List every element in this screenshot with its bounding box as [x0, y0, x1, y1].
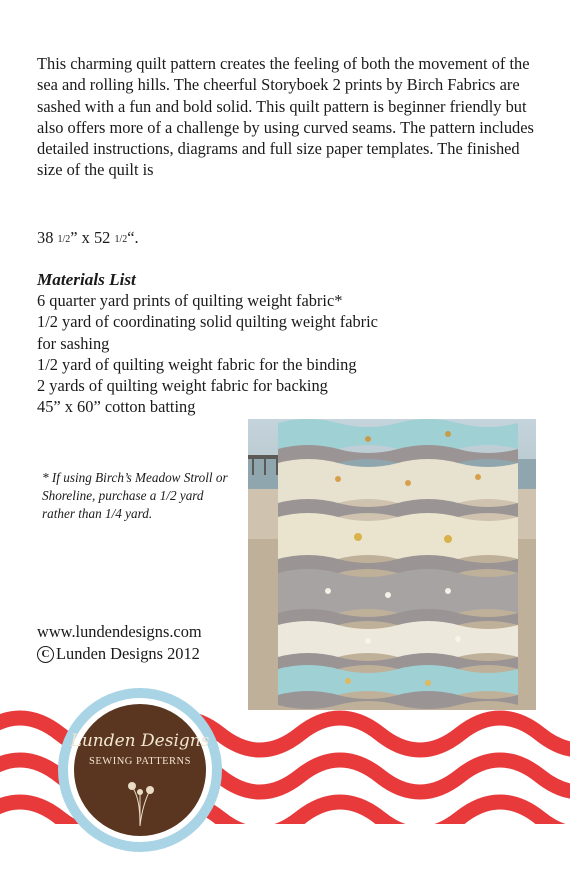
material-item: for sashing: [37, 333, 110, 353]
size-width: 38: [37, 228, 54, 247]
material-item: 1/2 yard of coordinating solid quilting weight fabric: [37, 312, 378, 332]
size-width-fraction: 1/2: [57, 234, 71, 245]
brand-logo: [56, 686, 224, 854]
copyright-icon: C: [37, 646, 54, 663]
fabric-footnote: * If using Birch’s Meadow Stroll or Shoreline, purchase a 1/2 yard rather than 1/4 yard.: [42, 470, 228, 521]
quilt-photo-illustration: [248, 419, 536, 710]
material-item: 45” x 60” cotton batting: [37, 397, 196, 417]
copyright-line: [37, 644, 200, 664]
finished-size: [37, 228, 139, 248]
size-end: “.: [127, 228, 139, 247]
size-mid: ” x 52: [70, 228, 111, 247]
quilt-photo: [248, 419, 536, 710]
materials-list: [37, 290, 378, 418]
logo-brand: Lunden Designs: [70, 731, 210, 751]
material-item: 1/2 yard of quilting weight fabric for the binding: [37, 354, 357, 374]
size-height-fraction: 1/2: [114, 234, 128, 245]
pattern-description: This charming quilt pattern creates the feeling of both the movement of the sea and rolling hills. The cheerful Storyboek 2 prints by Birch Fabrics are sashed with a fun and bold solid. This quilt pattern is beginner friendly but also offers more of a challenge by using curved seams. The pattern includes detailed instructions, diagrams and full size paper templates. The finished size of the quilt is: [37, 54, 534, 180]
website-link[interactable]: www.lundendesigns.com: [37, 622, 202, 641]
copyright-text: Lunden Designs 2012: [56, 644, 200, 663]
materials-heading: Materials List: [37, 270, 136, 289]
material-item: 2 yards of quilting weight fabric for backing: [37, 376, 328, 396]
material-item: 6 quarter yard prints of quilting weight fabric*: [37, 291, 343, 310]
logo-tagline: SEWING PATTERNS: [89, 756, 191, 767]
logo-badge: [56, 686, 224, 854]
